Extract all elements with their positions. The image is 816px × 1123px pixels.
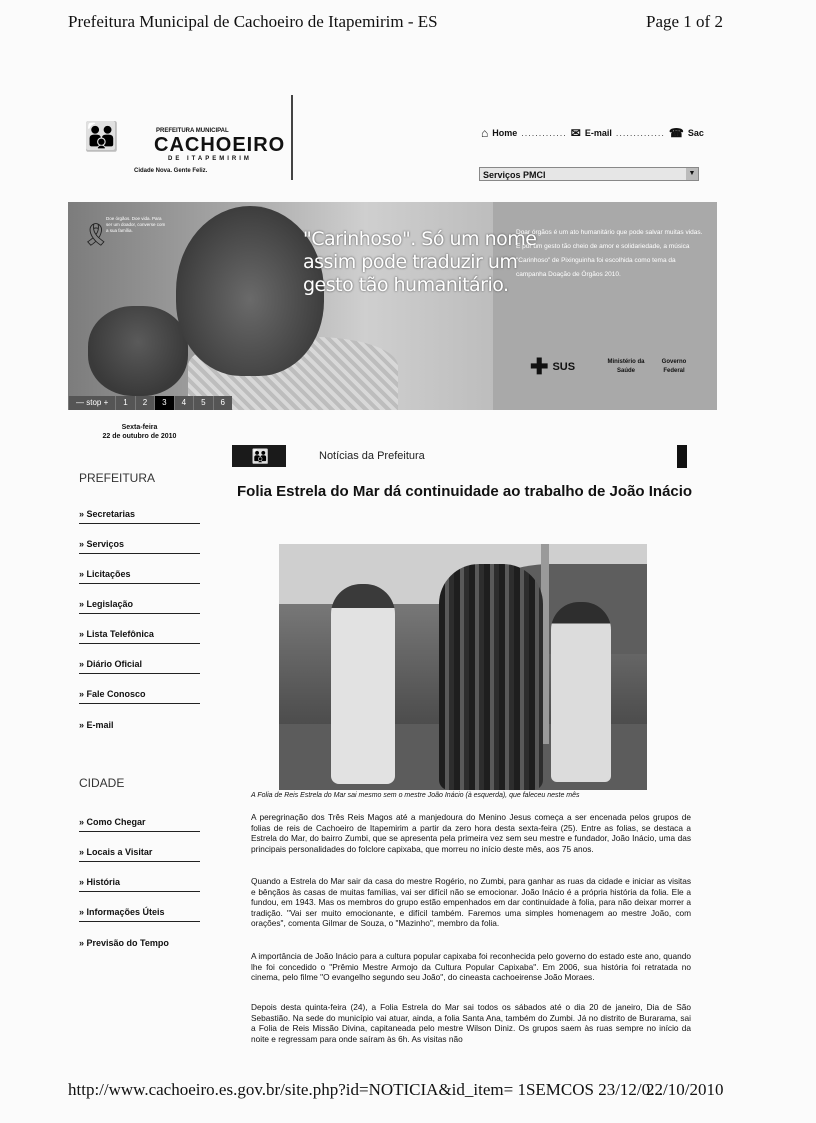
logo-name: CACHOEIRO <box>154 134 286 156</box>
photo-costumed-figure <box>439 564 543 790</box>
email-link[interactable]: E-mail <box>584 128 612 138</box>
home-icon[interactable]: ⌂ <box>481 126 489 140</box>
sus-label: SUS <box>552 361 576 373</box>
slide-5-button[interactable]: 5 <box>193 396 212 410</box>
news-section-title: Notícias da Prefeitura <box>319 450 425 462</box>
campaign-banner[interactable] <box>68 202 717 410</box>
sidebar-item-label: » E-mail <box>79 720 114 730</box>
ribbon-icon: 🎗 <box>82 222 110 247</box>
governo-text: Governo Federal <box>661 359 687 374</box>
banner-right-text: Doar órgãos é um ato humanitário que pode salvar muitas vidas. E por um gesto tão cheio de amor e solidariedade, a música "Carinhoso" de Pixinguinha foi escolhida como tema da campanha Doação de Órgãos 2010. <box>516 229 703 278</box>
home-link[interactable]: Home <box>492 128 518 138</box>
sidebar-item-label: » Lista Telefônica <box>79 629 154 639</box>
banner-slide-nav <box>68 396 232 410</box>
people-logo-icon: 👪 <box>232 445 286 467</box>
sidebar-item-label: » Legislação <box>79 599 133 609</box>
article-paragraph: A peregrinação dos Três Reis Magos até a manjedoura do Menino Jesus começa a ser encenada pelos grupos de folias de reis de Cachoeiro de Itapemirim a partir da zero hora desta sexta-feira (25). Entre as folias, se destaca a Estrela do Mar, do bairro Zumbi, que se apresenta pela primeira vez sem seu mestre e fundador, João Inácio, uma das principais personalidades do folclore capixaba, que morreu no início deste mês, aos 75 anos. <box>251 812 691 854</box>
top-links <box>481 126 704 140</box>
slide-stop-button[interactable]: — stop + <box>68 396 115 410</box>
sidebar-item-label: » Como Chegar <box>79 817 146 827</box>
print-footer-date: 22/10/2010 <box>646 1080 724 1099</box>
sus-logo <box>530 354 575 380</box>
current-date <box>92 423 187 441</box>
sidebar-item-informacoes-uteis[interactable] <box>79 892 200 922</box>
sidebar-item-licitacoes[interactable] <box>79 554 200 584</box>
logo-subtitle: DE ITAPEMIRIM <box>168 156 252 162</box>
date-weekday: Sexta-feira <box>121 424 158 431</box>
bar-end-mark <box>677 445 687 468</box>
link-dots: .............. <box>615 128 665 138</box>
services-select-value: Serviços PMCI <box>483 170 546 180</box>
chevron-down-icon[interactable]: ▼ <box>686 168 698 180</box>
print-footer-url: http://www.cachoeiro.es.gov.br/site.php?id=NOTICIA&id_item= 1SEMCOS 23/12/0... <box>68 1080 663 1099</box>
sidebar-item-secretarias[interactable] <box>79 494 200 524</box>
article-paragraph: A importância de João Inácio para a cultura popular capixaba foi reconhecida pelo governo do estado este ano, quando lhe foi concedido o "Prêmio Mestre Armojo da Cultura Popular Capixaba". Em 2006, sua história foi retratada no cinema, pelo filme "O evangelho segundo seu João", do cineasta cachoeirense João Moraes. <box>251 951 691 982</box>
sidebar-item-email[interactable] <box>79 704 200 734</box>
people-logo-icon: 👪 <box>84 121 113 152</box>
article-headline: Folia Estrela do Mar dá continuidade ao trabalho de João Inácio <box>237 483 693 500</box>
date-full: 22 de outubro de 2010 <box>102 433 177 440</box>
sidebar-cidade-list <box>79 802 200 952</box>
photo-musician-right <box>551 602 611 782</box>
sidebar-item-previsao-do-tempo[interactable] <box>79 922 200 952</box>
sidebar-item-label: » Locais a Visitar <box>79 847 152 857</box>
sidebar-item-lista-telefonica[interactable] <box>79 614 200 644</box>
sidebar-item-locais-a-visitar[interactable] <box>79 832 200 862</box>
teddy-bear-image <box>88 306 188 396</box>
sidebar-item-label: » Diário Oficial <box>79 659 142 669</box>
sidebar-item-como-chegar[interactable] <box>79 802 200 832</box>
phone-icon[interactable]: ☎ <box>668 126 684 140</box>
banner-quote: "Carinhoso". Só um nome assim pode traduzir um gesto tão humanitário. <box>303 228 537 296</box>
sidebar-item-historia[interactable] <box>79 862 200 892</box>
news-section-bar <box>232 445 687 469</box>
photo-musician-left <box>331 584 395 784</box>
cross-icon: ✚ <box>530 354 549 379</box>
sidebar-item-servicos[interactable] <box>79 524 200 554</box>
link-dots: ............. <box>521 128 567 138</box>
print-header-title: Prefeitura Municipal de Cachoeiro de Itapemirim - ES <box>68 12 438 31</box>
slide-4-button[interactable]: 4 <box>174 396 193 410</box>
sidebar-item-label: » Secretarias <box>79 509 135 519</box>
sac-link[interactable]: Sac <box>687 128 704 138</box>
envelope-icon[interactable]: ✉ <box>570 126 581 140</box>
print-page-number: Page 1 of 2 <box>646 12 723 31</box>
sidebar-cidade-title: CIDADE <box>79 776 125 790</box>
slide-2-button[interactable]: 2 <box>135 396 154 410</box>
logo-prefeitura-text: PREFEITURA MUNICIPAL <box>156 128 229 134</box>
logo-slogan: Cidade Nova. Gente Feliz. <box>134 168 208 174</box>
slide-1-button[interactable]: 1 <box>115 396 134 410</box>
sidebar-item-label: » Serviços <box>79 539 124 549</box>
governo-label <box>654 358 694 376</box>
sidebar-prefeitura-title: PREFEITURA <box>79 471 156 485</box>
sidebar-item-label: » Fale Conosco <box>79 689 146 699</box>
article-paragraph: Quando a Estrela do Mar sair da casa do mestre Rogério, no Zumbi, para ganhar as ruas da cidade e iniciar as visitas e bênçãos às casas de muitas famílias, vai ser difícil não se emocionar. João Inácio é a própria história da folia. Ele a fundou, em 1943. Mas os membros do grupo estão empenhados em dar continuidade à folia, para não deixar morrer a tradição. "Vai ser muito emocionante, e difícil também. Faremos uma simples homenagem ao mestre João, com orações", comenta Gilmar de Souza, o "Mazinho", membro da folia. <box>251 876 691 928</box>
photo-caption: A Folia de Reis Estrela do Mar sai mesmo sem o mestre João Inácio (à esquerda), que faleceu neste mês <box>251 792 580 799</box>
sidebar-item-label: » História <box>79 877 120 887</box>
article-photo <box>279 544 647 790</box>
services-select[interactable] <box>479 167 699 181</box>
ministerio-label: Ministério da Saúde <box>607 359 645 374</box>
slide-6-button[interactable]: 6 <box>213 396 232 410</box>
sidebar-item-label: » Previsão do Tempo <box>79 938 169 948</box>
header-divider <box>291 95 293 180</box>
sidebar-item-legislacao[interactable] <box>79 584 200 614</box>
sidebar-item-label: » Informações Úteis <box>79 907 165 917</box>
site-logo[interactable] <box>84 112 284 182</box>
article-paragraph: Depois desta quinta-feira (24), a Folia Estrela do Mar sai todos os sábados até o dia 20 de janeiro, Dia de São Sebastião. Na sede do município vai atuar, ainda, a folia Santa Ana, também do Zumbi. Já no distrito de Burarama, sai a Folia de Reis Missão Divina, capitaneada pelo mestre Wilson Diniz. Os grupos saem às ruas sempre no início da noite e regressam para onde saíram às 6h. As visitas não <box>251 1002 691 1044</box>
banner-tiny-text: Doe órgãos. Doe vida. Para ser um doador, converse com a sua família. <box>106 216 166 233</box>
sidebar-item-diario-oficial[interactable] <box>79 644 200 674</box>
sidebar-prefeitura-list <box>79 494 200 734</box>
child-image <box>176 206 324 376</box>
slide-3-button[interactable]: 3 <box>154 396 173 410</box>
sidebar-item-label: » Licitações <box>79 569 131 579</box>
sidebar-item-fale-conosco[interactable] <box>79 674 200 704</box>
